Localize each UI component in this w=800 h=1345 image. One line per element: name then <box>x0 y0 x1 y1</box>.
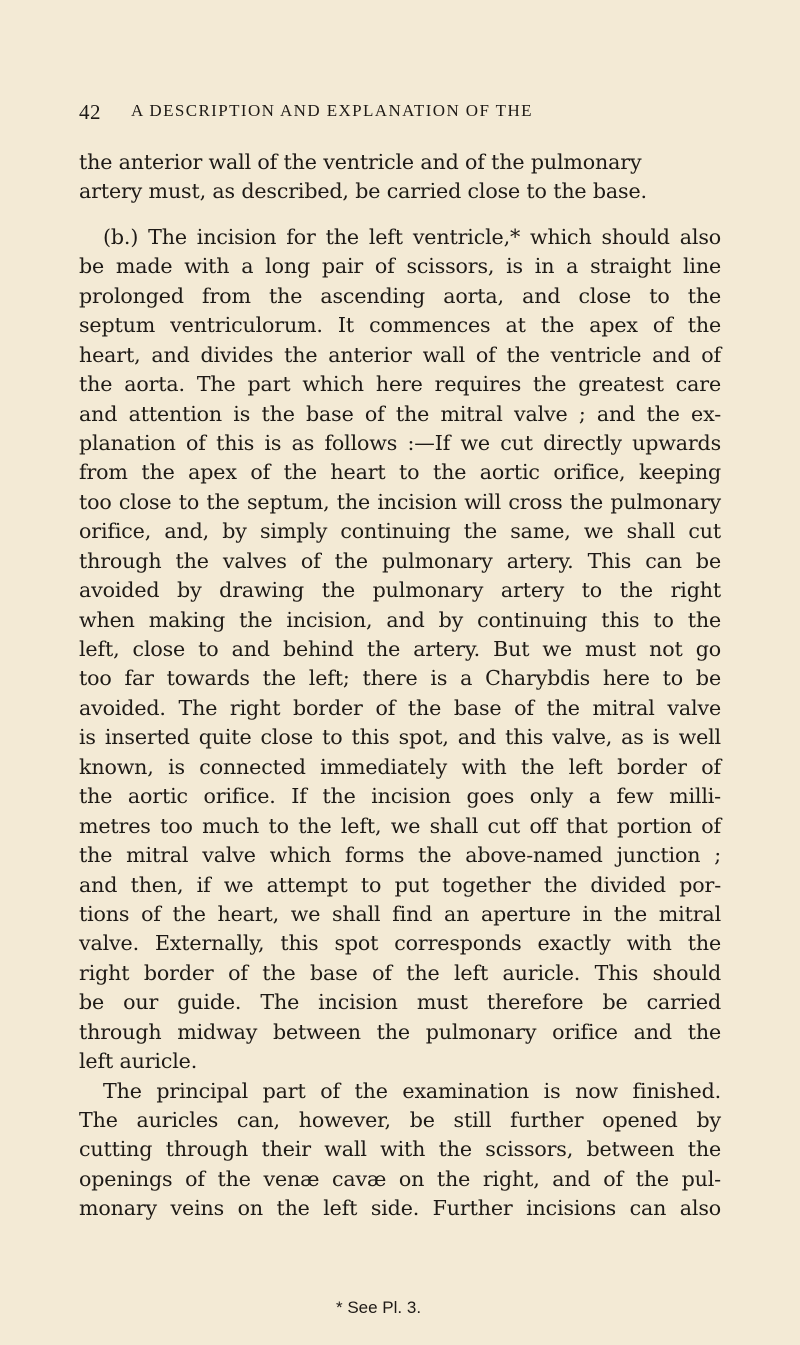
text-line: through the valves of the pulmonary artery. This can be <box>79 548 721 573</box>
text-line: is inserted quite close to this spot, and this valve, as is well <box>79 725 721 750</box>
text-line: (b.) The incision for the left ventricle,* which should also <box>103 224 721 249</box>
text-line: the mitral valve which forms the above-named junction ; <box>79 843 721 868</box>
text-line: The principal part of the examination is now finished. <box>103 1078 721 1103</box>
text-line: and then, if we attempt to put together the divided por- <box>79 872 721 897</box>
text-line: left auricle. <box>79 1049 198 1074</box>
text-line: when making the incision, and by continuing this to the <box>79 607 721 632</box>
text-line: the aortic orifice. If the incision goes only a few milli- <box>79 784 721 809</box>
text-line: avoided. The right border of the base of the mitral valve <box>79 695 721 720</box>
text-line: be our guide. The incision must therefore be carried <box>79 990 721 1015</box>
footnote: * See Pl. 3. <box>336 1298 422 1317</box>
text-line: tions of the heart, we shall find an aperture in the mitral <box>79 901 721 926</box>
running-title: A DESCRIPTION AND EXPLANATION OF THE <box>131 101 533 120</box>
text-line: too close to the septum, the incision will cross the pulmonary <box>79 489 721 514</box>
text-line: left, close to and behind the artery. But we must not go <box>79 637 721 661</box>
page-number: 42 <box>79 100 101 124</box>
text-line: the anterior wall of the ventricle and of the pulmonary <box>79 150 642 174</box>
text-line: openings of the venæ cavæ on the right, and of the pul- <box>79 1166 721 1191</box>
text-line: from the apex of the heart to the aortic orifice, keeping <box>79 460 721 485</box>
text-line: known, is connected immediately with the left border of <box>79 754 721 779</box>
text-line: prolonged from the ascending aorta, and close to the <box>79 283 721 308</box>
running-header <box>79 100 719 124</box>
text-line: monary veins on the left side. Further incisions can also <box>79 1196 721 1221</box>
text-line: septum ventriculorum. It commences at the apex of the <box>79 313 721 338</box>
text-line: the aorta. The part which here requires the greatest care <box>79 372 721 397</box>
text-line: valve. Externally, this spot corresponds exactly with the <box>79 931 721 956</box>
text-line: heart, and divides the anterior wall of the ventricle and of <box>79 342 721 367</box>
text-line: too far towards the left; there is a Charybdis here to be <box>79 666 721 691</box>
text-line: artery must, as described, be carried close to the base. <box>79 179 647 204</box>
text-line: The auricles can, however, be still further opened by <box>79 1108 721 1132</box>
text-line: avoided by drawing the pulmonary artery to the right <box>79 578 721 603</box>
text-line: orifice, and, by simply continuing the same, we shall cut <box>79 519 721 544</box>
text-line: metres too much to the left, we shall cut off that portion of <box>79 813 721 838</box>
text-line: right border of the base of the left auricle. This should <box>79 960 721 985</box>
body-text <box>79 148 721 1224</box>
text-line: planation of this is as follows :—If we cut directly upwards <box>79 430 721 455</box>
text-line: through midway between the pulmonary orifice and the <box>79 1019 721 1044</box>
text-line: cutting through their wall with the scissors, between the <box>79 1137 721 1162</box>
text-line: be made with a long pair of scissors, is in a straight line <box>79 254 721 279</box>
text-line: and attention is the base of the mitral valve ; and the ex- <box>79 401 721 426</box>
